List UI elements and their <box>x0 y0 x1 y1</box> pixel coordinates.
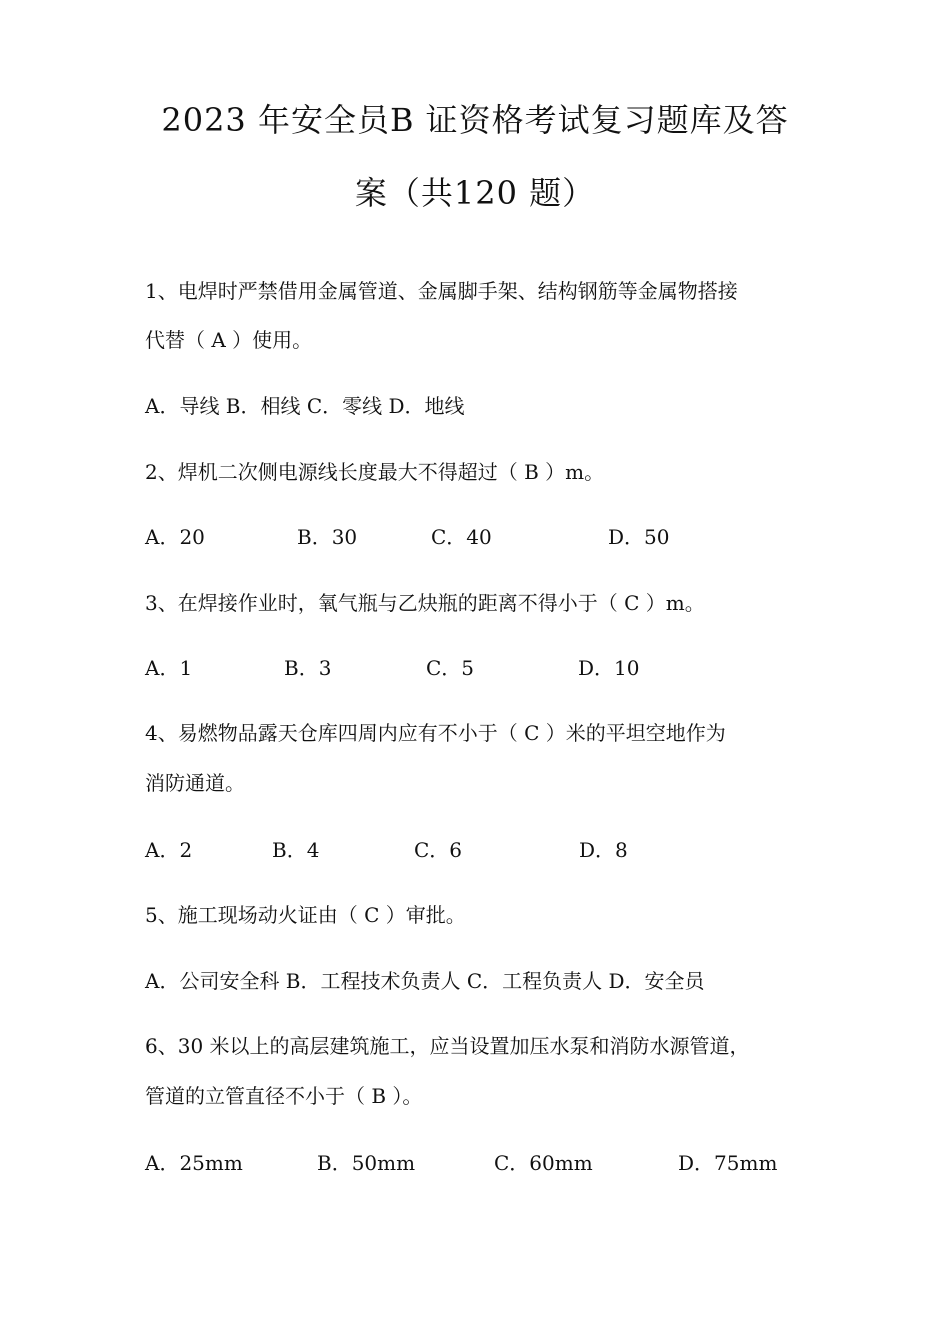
question-3-text: 3、在焊接作业时，氧气瓶与乙炔瓶的距离不得小于（ C ）m。 <box>145 591 705 615</box>
question-2-text: 2、焊机二次侧电源线长度最大不得超过（ B ）m。 <box>145 460 605 484</box>
document-title-line-1: 2023 年安全员B 证资格考试复习题库及答 <box>161 101 789 139</box>
question-4-option-b: B．4 <box>272 838 320 862</box>
question-4-option-d: D．8 <box>579 838 628 862</box>
document-title-line-2: 案（共120 题） <box>354 174 596 212</box>
question-3-option-d: D．10 <box>578 656 640 680</box>
question-3-option-b: B．3 <box>284 656 332 680</box>
question-6-option-b: B．50mm <box>317 1151 416 1175</box>
question-6-text-line-1: 6、30 米以上的高层建筑施工，应当设置加压水泵和消防水源管道， <box>145 1034 750 1058</box>
question-4-text-line-2: 消防通道。 <box>145 771 245 795</box>
question-5-options: A．公司安全科 B．工程技术负责人 C．工程负责人 D．安全员 <box>145 969 705 993</box>
question-5-text: 5、施工现场动火证由（ C ）审批。 <box>145 903 466 927</box>
question-6-option-a: A．25mm <box>145 1151 243 1175</box>
question-2-option-d: D．50 <box>608 525 670 549</box>
question-2-option-a: A．20 <box>145 525 205 549</box>
question-1-text-line-1: 1、电焊时严禁借用金属管道、金属脚手架、结构钢筋等金属物搭接 <box>145 279 738 303</box>
question-1-options: A．导线 B．相线 C．零线 D．地线 <box>145 394 465 418</box>
question-6-text-line-2: 管道的立管直径不小于（ B ）。 <box>145 1084 423 1108</box>
question-1-text-line-2: 代替（ A ）使用。 <box>145 328 313 352</box>
question-3-option-c: C．5 <box>426 656 475 680</box>
question-2-option-c: C．40 <box>431 525 492 549</box>
question-6-option-d: D．75mm <box>678 1151 778 1175</box>
question-4-option-a: A．2 <box>145 838 193 862</box>
question-4-option-c: C．6 <box>414 838 463 862</box>
question-4-text-line-1: 4、易燃物品露天仓库四周内应有不小于（ C ）米的平坦空地作为 <box>145 721 726 745</box>
question-3-option-a: A．1 <box>145 656 193 680</box>
question-6-option-c: C．60mm <box>494 1151 593 1175</box>
question-2-option-b: B．30 <box>297 525 358 549</box>
